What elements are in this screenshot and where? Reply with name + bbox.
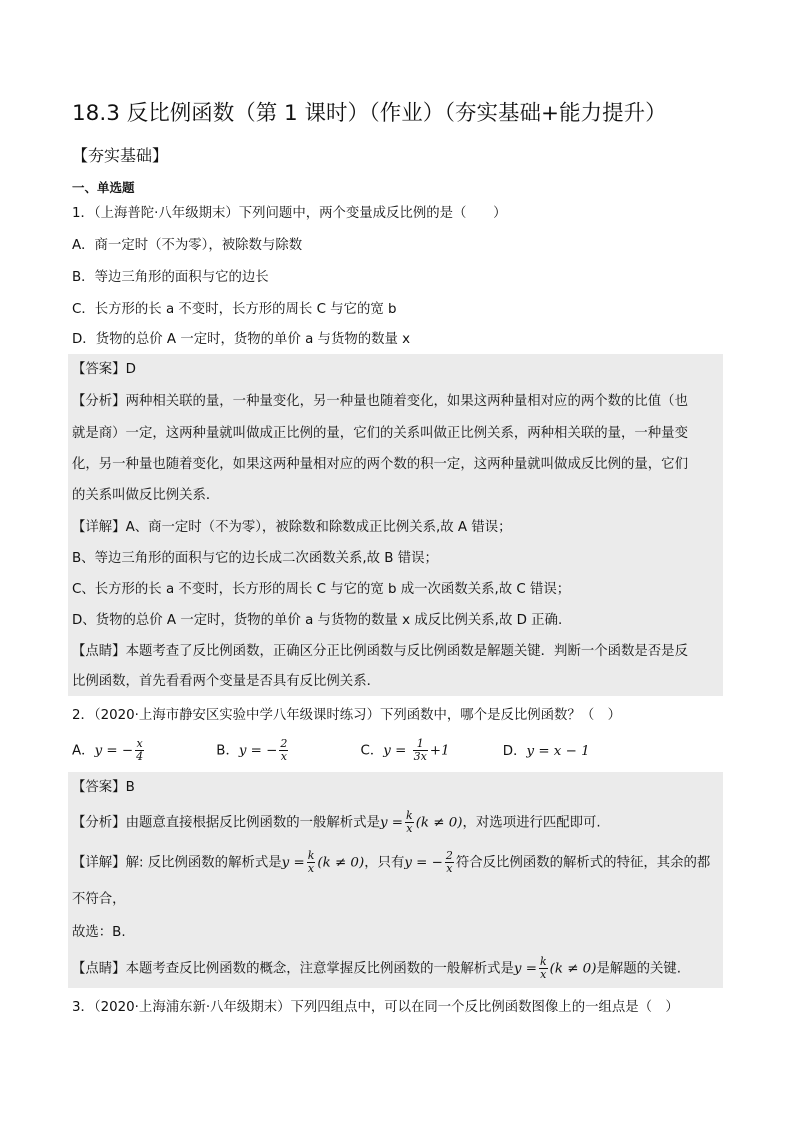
q2-detail-line-3: 故选：B. [72, 925, 126, 940]
option-expr: y = − [238, 743, 278, 759]
section-label: 【夯实基础】 [72, 146, 169, 165]
option-expr-tail: +1 [429, 743, 450, 759]
q2-detail-line-1 [72, 850, 710, 880]
numerator: k [307, 849, 315, 862]
answer-value: D [125, 362, 136, 377]
numerator: 2 [280, 737, 288, 750]
q2-detail-line-2: 不符合， [72, 892, 126, 907]
answer-value: B [125, 780, 135, 795]
q1-comment-line-2: 比例函数，首先看看两个变量是否具有反比例关系． [72, 674, 380, 689]
numerator: x [136, 737, 143, 750]
option-label: A． [72, 743, 95, 759]
q2-answer-line [72, 778, 135, 798]
option-expr: y = [383, 743, 411, 759]
denominator: 4 [136, 750, 144, 763]
fraction [279, 738, 288, 763]
formula-condition: (k ≠ 0) [549, 961, 597, 977]
q1-analysis-line-4: 的关系叫做反比例关系． [72, 488, 220, 503]
detail-text-tail: 符合反比例函数的解析式的特征，其余的都 [455, 855, 711, 871]
q1-analysis-line-2: 就是商）一定，这两种量就叫做成正比例的量，它们的关系叫做正比例关系，两种相关联的量，一种量变 [72, 426, 688, 441]
q1-analysis-line-3: 化，另一种量也随着变化，如果这两种量相对应的两个数的积一定，这两种量就叫做成反比例的量，它们 [72, 457, 688, 472]
denominator: 3x [413, 750, 427, 763]
numerator: 1 [413, 738, 428, 751]
q1-comment-line-1 [72, 642, 688, 662]
q1-answer-line [72, 360, 136, 380]
fraction [307, 850, 316, 875]
numerator: k [406, 809, 413, 822]
option-expr: y = − [94, 743, 134, 759]
fraction [405, 810, 414, 835]
q1-option-c: C．长方形的长 a 不变时，长方形的周长 C 与它的宽 b [72, 302, 397, 317]
q1-analysis-line-1 [72, 392, 688, 412]
fraction [539, 956, 548, 981]
fraction [445, 850, 454, 875]
q2-option-c [361, 738, 499, 763]
denominator: x [446, 862, 453, 875]
q1-solution-block [68, 354, 723, 696]
q2-comment-line [72, 956, 681, 986]
q1-detail-line-3: C、长方形的长 a 不变时，长方形的周长 C 与它的宽 b 成一次函数关系,故 C 错误； [72, 582, 571, 597]
analysis-text: 由题意直接根据反比例函数的一般解析式是 [125, 815, 380, 831]
q2-option-d [503, 742, 590, 762]
answer-label: 【答案】 [72, 362, 126, 377]
formula-condition: (k ≠ 0) [317, 855, 365, 871]
denominator: x [406, 822, 413, 835]
q2-stem: 2．（2020·上海市静安区实验中学八年级课时练习）下列函数中，哪个是反比例函数？（ ） [72, 708, 621, 723]
formula-condition: (k ≠ 0) [415, 815, 463, 831]
option-expr: y = x − 1 [526, 743, 590, 759]
detail-text: 解: 反比例函数的解析式是 [125, 855, 282, 871]
comment-text: 本题考查了反比例函数，正确区分正比例函数与反比例函数是解题关键．判断一个函数是否是反 [125, 644, 688, 659]
detail-text: ，只有 [364, 855, 405, 871]
q2-option-b [216, 738, 356, 763]
fraction [135, 738, 144, 763]
q1-detail-line-2: B、等边三角形的面积与它的边长成二次函数关系,故 B 错误； [72, 551, 438, 566]
formula-y: y = [281, 855, 305, 871]
q1-option-a: A．商一定时（不为零），被除数与除数 [72, 238, 303, 253]
detail-text: A、商一定时（不为零），被除数和除数成正比例关系,故 A 错误； [125, 520, 512, 535]
page-title: 18.3 反比例函数（第 1 课时）（作业）（夯实基础+能力提升） [72, 101, 667, 126]
q1-option-d: D．货物的总价 A 一定时，货物的单价 a 与货物的数量 x [72, 332, 411, 347]
q2-option-a [72, 738, 212, 763]
q1-detail-line-4: D、货物的总价 A 一定时，货物的单价 a 与货物的数量 x 成反比例关系,故 D 正确. [72, 613, 563, 628]
analysis-text-tail: ，对选项进行匹配即可. [462, 815, 601, 831]
part-heading: 一、单选题 [72, 180, 135, 195]
comment-label: 【点睛】 [72, 961, 126, 977]
detail-label: 【详解】 [72, 855, 126, 871]
analysis-text: 两种相关联的量，一种量变化，另一种量也随着变化，如果这两种量相对应的两个数的比值（也 [125, 394, 688, 409]
option-label: C． [360, 743, 384, 759]
answer-label: 【答案】 [72, 780, 126, 795]
formula-y-neg: y = − [404, 855, 443, 871]
denominator: x [307, 862, 315, 875]
denominator: x [540, 968, 547, 981]
q1-detail-line-1 [72, 518, 512, 538]
q2-analysis-line [72, 810, 601, 840]
comment-label: 【点睛】 [72, 644, 126, 659]
option-label: B． [216, 743, 239, 759]
q1-stem: 1．（上海普陀·八年级期末）下列问题中，两个变量成反比例的是（ ） [72, 206, 507, 221]
comment-text-tail: 是解题的关键. [596, 961, 682, 977]
analysis-label: 【分析】 [72, 815, 126, 831]
numerator: k [539, 955, 547, 968]
analysis-label: 【分析】 [72, 394, 126, 409]
numerator: 2 [445, 849, 453, 862]
denominator: x [280, 750, 287, 763]
formula-y: y = [513, 961, 537, 977]
detail-label: 【详解】 [72, 520, 126, 535]
option-label: D． [502, 743, 527, 759]
fraction [413, 738, 428, 763]
q1-option-b: B．等边三角形的面积与它的边长 [72, 270, 269, 285]
q3-stem: 3．（2020·上海浦东新·八年级期末）下列四组点中，可以在同一个反比例函数图像上的一组点是（ ） [72, 1000, 679, 1015]
comment-text: 本题考查反比例函数的概念，注意掌握反比例函数的一般解析式是 [125, 961, 514, 977]
formula-y: y = [379, 815, 404, 831]
q2-options [72, 738, 590, 768]
q2-solution-block [68, 772, 723, 988]
